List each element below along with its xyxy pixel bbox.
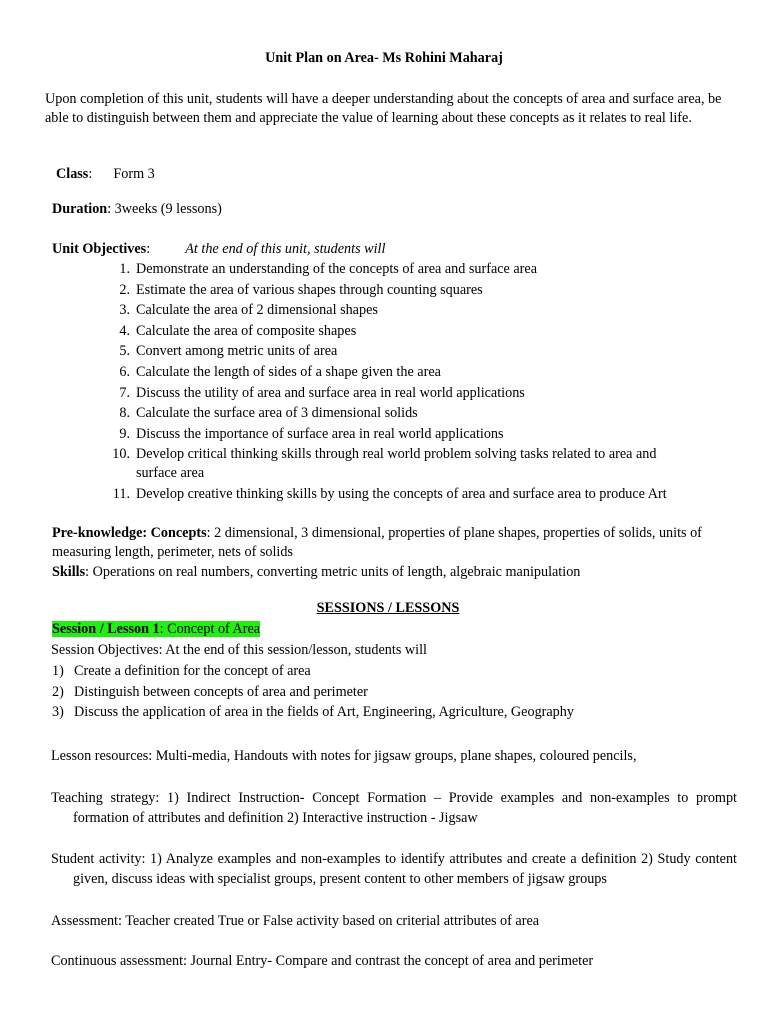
duration-value: : 3weeks (9 lessons) <box>107 201 222 217</box>
list-item: 3. Calculate the area of 2 dimensional shapes <box>119 302 378 319</box>
class-label: Class <box>56 166 89 182</box>
continuous-assessment: Continuous assessment: Journal Entry- Compare and contrast the concept of area and perimeter <box>51 953 594 969</box>
list-item: 5. Convert among metric units of area <box>119 343 338 360</box>
list-item: 9. Discuss the importance of surface area in real world applications <box>119 425 504 442</box>
list-item: 2) Distinguish between concepts of area and perimeter <box>52 683 368 700</box>
assessment: Assessment: Teacher created True or False activity based on criterial attributes of area <box>51 913 540 929</box>
class-value: Form 3 <box>113 166 155 182</box>
session-1-topic: : Concept of Area <box>159 621 261 637</box>
pre-knowledge-skills <box>52 563 732 582</box>
session-objectives-list <box>52 662 732 724</box>
list-item: 1) Create a definition for the concept of area <box>52 663 311 679</box>
teaching-strategy: Teaching strategy: 1) Indirect Instruction- Concept Formation – Provide examples and non-examples to prompt formation of attributes and definition 2) Interactive instruction - Jigsaw <box>51 790 737 826</box>
pre-knowledge-text: : 2 dimensional, 3 dimensional, properties of plane shapes, properties of solids, units of measuring length, perimeter, nets of solids <box>52 525 702 560</box>
list-item: 10. Develop critical thinking skills through real world problem solving tasks related to area and surface area <box>112 446 657 482</box>
list-item: 1. Demonstrate an understanding of the concepts of area and surface area <box>119 261 538 277</box>
document-title: Unit Plan on Area- Ms Rohini Maharaj <box>265 50 503 66</box>
list-item: 4. Calculate the area of composite shapes <box>119 322 357 339</box>
unit-objectives-heading: Unit Objectives: At the end of this unit, students will <box>52 241 386 257</box>
session-1-label: Session / Lesson 1 <box>52 621 160 637</box>
intro-paragraph: Upon completion of this unit, students will have a deeper understanding about the concepts of area and surface area, be able to distinguish between them and appreciate the value of learning about these concepts as it relates to real life. <box>45 91 722 126</box>
unit-objectives-list <box>52 260 712 506</box>
session-objectives-lead: Session Objectives: At the end of this session/lesson, students will <box>51 642 427 658</box>
session-1-heading <box>52 620 260 639</box>
sessions-heading: SESSIONS / LESSONS <box>316 600 460 616</box>
duration-label: Duration <box>52 201 108 217</box>
list-item: 3) Discuss the application of area in the fields of Art, Engineering, Agriculture, Geography <box>52 704 574 720</box>
skills-text: : Operations on real numbers, converting metric units of length, algebraic manipulation <box>85 564 581 580</box>
list-item: 11. Develop creative thinking skills by using the concepts of area and surface area to produce Art <box>112 485 667 502</box>
duration-line <box>52 200 222 219</box>
unit-objectives-lead: At the end of this unit, students will <box>185 241 386 257</box>
pre-knowledge-concepts <box>52 524 712 561</box>
class-line: Class: Form 3 <box>56 166 155 182</box>
pre-knowledge-label: Pre-knowledge: Concepts <box>52 525 207 541</box>
student-activity: Student activity: 1) Analyze examples and non-examples to identify attributes and create a definition 2) Study content given, discuss ideas with specialist groups, present content to other members of jigsaw groups <box>51 851 737 887</box>
list-item: 7. Discuss the utility of area and surface area in real world applications <box>119 384 525 401</box>
list-item: 8. Calculate the surface area of 3 dimensional solids <box>119 405 418 422</box>
list-item: 6. Calculate the length of sides of a shape given the area <box>119 363 441 380</box>
list-item: 2. Estimate the area of various shapes through counting squares <box>119 281 483 298</box>
lesson-resources: Lesson resources: Multi-media, Handouts with notes for jigsaw groups, plane shapes, coloured pencils, <box>51 748 637 764</box>
skills-label: Skills <box>52 564 86 580</box>
unit-objectives-label: Unit Objectives <box>52 241 147 257</box>
